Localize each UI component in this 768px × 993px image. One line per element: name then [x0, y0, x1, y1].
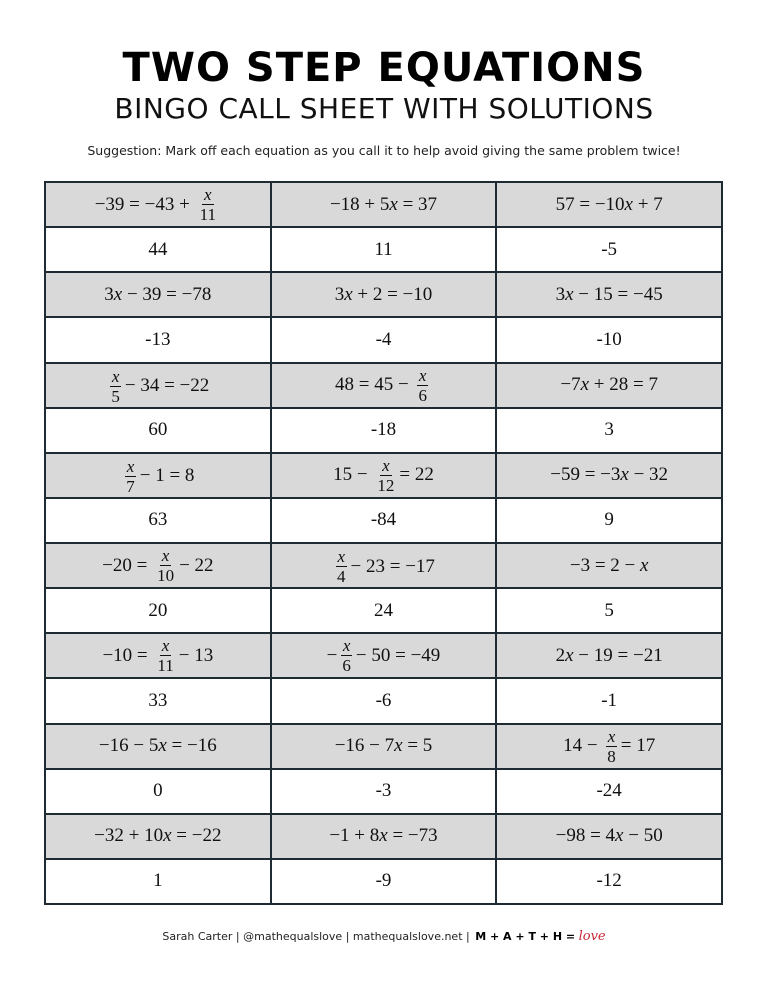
equation-row	[45, 814, 722, 859]
footer-separator: |	[235, 930, 240, 943]
fraction	[416, 367, 429, 404]
solution-cell: 1	[45, 859, 271, 904]
fraction-denominator: 10	[157, 566, 175, 586]
footer-website: mathequalslove.net	[352, 930, 463, 943]
equation-cell	[45, 633, 271, 678]
equation-cell	[45, 724, 271, 769]
equation-variable: x	[113, 283, 123, 305]
fraction-denominator: 7	[126, 476, 135, 496]
equation-suffix: − 13	[178, 644, 214, 666]
fraction	[340, 637, 353, 674]
solution-cell: -4	[271, 317, 497, 362]
fraction	[155, 637, 175, 674]
equation	[106, 368, 209, 405]
equation	[102, 637, 213, 674]
suggestion-text: Suggestion: Mark off each equation as you call it to help avoid giving the same problem twice!	[87, 143, 681, 158]
solution-cell: 33	[45, 678, 271, 723]
solution-row	[45, 498, 722, 543]
equation-cell	[45, 272, 271, 317]
equation-prefix: 3	[555, 283, 566, 305]
solution-cell: 9	[496, 498, 722, 543]
fraction-numerator: x	[111, 366, 120, 386]
equation-cell	[271, 814, 497, 859]
equation-cell	[496, 182, 722, 227]
fraction	[198, 186, 218, 223]
equation-cell	[271, 543, 497, 588]
table-body	[45, 182, 722, 904]
equation-suffix: − 50 = −49	[355, 644, 441, 666]
equation	[560, 374, 658, 396]
equation-prefix: −20 =	[102, 554, 153, 576]
equation	[94, 825, 221, 847]
equation	[95, 186, 221, 223]
equation-cell	[496, 633, 722, 678]
equation-variable: x	[615, 825, 624, 847]
fraction-denominator: 12	[377, 475, 395, 495]
fraction-numerator: x	[161, 546, 170, 566]
solution-row	[45, 317, 722, 362]
equation-prefix: −16 − 7	[334, 735, 395, 757]
equation-prefix: 15 −	[333, 464, 373, 486]
equation-variable: x	[389, 193, 398, 215]
equation-suffix: = −22	[171, 825, 222, 847]
solution-row	[45, 859, 722, 904]
solution-row	[45, 227, 722, 272]
equation-prefix: 48 = 45 −	[335, 374, 414, 396]
footer-author: Sarah Carter	[162, 930, 233, 943]
equation-variable: x	[640, 554, 649, 576]
solution-cell: -84	[271, 498, 497, 543]
equation-cell	[45, 453, 271, 498]
solution-cell: -18	[271, 408, 497, 453]
equation-prefix: −18 + 5	[329, 193, 390, 215]
fraction-numerator: x	[382, 455, 390, 475]
equation-row	[45, 363, 722, 408]
equation-variable: x	[394, 735, 403, 757]
equation-variable: x	[379, 825, 388, 847]
equation-prefix: −	[326, 644, 338, 666]
equation-row	[45, 182, 722, 227]
solution-cell: -5	[496, 227, 722, 272]
equation-variable: x	[580, 374, 590, 396]
equation-suffix: − 34 = −22	[124, 375, 210, 397]
equation-prefix: −10 =	[102, 644, 153, 666]
equation-prefix: −39 = −43 +	[94, 193, 195, 215]
fraction-denominator: 6	[342, 656, 351, 676]
footer	[0, 929, 768, 945]
fraction-denominator: 11	[157, 656, 174, 676]
bingo-call-table	[44, 181, 723, 905]
equation-variable: x	[163, 825, 172, 847]
equation-row	[45, 543, 722, 588]
solution-cell: -12	[496, 859, 722, 904]
footer-brand: M + A + T + H =	[475, 930, 576, 943]
equation-prefix: 3	[334, 283, 345, 305]
equation-cell	[496, 272, 722, 317]
solution-cell: 0	[45, 769, 271, 814]
equation-prefix: −3 = 2 −	[569, 554, 641, 576]
equation-prefix: −16 − 5	[98, 735, 159, 757]
fraction-numerator: x	[126, 456, 135, 476]
equation-prefix: 14 −	[563, 735, 603, 757]
footer-handle: @mathequalslove	[243, 930, 343, 943]
equation-cell	[496, 724, 722, 769]
solution-cell: 24	[271, 588, 497, 633]
solution-cell: 5	[496, 588, 722, 633]
solution-cell: -9	[271, 859, 497, 904]
footer-separator: |	[466, 930, 470, 943]
fraction-denominator: 5	[111, 386, 120, 406]
equation	[121, 458, 194, 495]
equation	[332, 548, 435, 585]
fraction-numerator: x	[342, 636, 351, 656]
equation	[99, 735, 217, 757]
equation-suffix: = 37	[397, 193, 438, 215]
fraction-denominator: 8	[607, 746, 616, 766]
equation-cell	[45, 182, 271, 227]
equation-variable: x	[620, 464, 629, 486]
equation-cell	[271, 724, 497, 769]
solution-cell: 11	[271, 227, 497, 272]
equation-prefix: −7	[560, 374, 581, 396]
equation-variable: x	[344, 283, 353, 305]
equation	[335, 284, 433, 306]
solution-cell: 20	[45, 588, 271, 633]
equation-prefix: −32 + 10	[94, 825, 164, 847]
solution-cell: -6	[271, 678, 497, 723]
fraction-denominator: 11	[199, 205, 216, 225]
equation-row	[45, 724, 722, 769]
equation	[102, 547, 213, 584]
solution-cell: 63	[45, 498, 271, 543]
equation-cell	[271, 453, 497, 498]
equation	[556, 194, 663, 216]
solution-row	[45, 769, 722, 814]
equation-suffix: = 17	[620, 735, 656, 757]
fraction-denominator: 6	[418, 385, 427, 405]
equation-variable: x	[624, 193, 633, 215]
fraction-numerator: x	[418, 365, 427, 385]
equation-cell	[496, 543, 722, 588]
equation-suffix: = −73	[387, 825, 438, 847]
equation-cell	[271, 182, 497, 227]
equation-prefix: −59 = −3	[550, 464, 621, 486]
equation-suffix: = 22	[399, 464, 434, 486]
equation-cell	[496, 453, 722, 498]
solution-cell: -13	[45, 317, 271, 362]
equation	[104, 284, 211, 306]
solution-cell: 3	[496, 408, 722, 453]
equation	[570, 555, 649, 577]
solution-row	[45, 408, 722, 453]
equation-cell	[271, 272, 497, 317]
footer-separator: |	[345, 930, 350, 943]
solution-row	[45, 588, 722, 633]
solution-cell: 60	[45, 408, 271, 453]
equation-prefix: −1 + 8	[329, 825, 380, 847]
equation-row	[45, 633, 722, 678]
equation-prefix: 2	[555, 644, 566, 666]
equation-cell	[271, 633, 497, 678]
equation-suffix: − 1 = 8	[139, 465, 195, 487]
solution-cell: -3	[271, 769, 497, 814]
fraction-numerator: x	[607, 726, 616, 746]
equation	[335, 367, 432, 404]
solution-row	[45, 678, 722, 723]
equation	[333, 457, 434, 494]
equation-suffix: + 7	[632, 193, 663, 215]
fraction	[155, 547, 176, 584]
fraction-numerator: x	[337, 547, 346, 567]
equation-prefix: 57 = −10	[555, 193, 625, 215]
equation-cell	[496, 363, 722, 408]
equation-variable: x	[158, 735, 167, 757]
fraction-numerator: x	[203, 185, 212, 205]
fraction	[124, 458, 137, 495]
equation-prefix: 3	[104, 283, 114, 305]
equation	[327, 637, 441, 674]
equation-cell	[45, 814, 271, 859]
equation-suffix: + 28 = 7	[589, 374, 658, 396]
solution-cell: -10	[496, 317, 722, 362]
equation-variable: x	[565, 283, 574, 305]
solution-cell: 44	[45, 227, 271, 272]
fraction-denominator: 4	[337, 567, 346, 587]
equation-prefix: −98 = 4	[555, 825, 616, 847]
equation-suffix: − 23 = −17	[350, 555, 435, 577]
fraction	[109, 368, 122, 405]
equation-suffix: − 39 = −78	[122, 283, 212, 305]
equation	[563, 728, 655, 765]
fraction	[375, 457, 396, 494]
equation	[556, 825, 663, 847]
equation-suffix: + 2 = −10	[352, 283, 433, 305]
solution-cell: -1	[496, 678, 722, 723]
equation-cell	[271, 363, 497, 408]
equation-row	[45, 453, 722, 498]
equation-suffix: = 5	[402, 735, 433, 757]
equation	[556, 284, 663, 306]
equation	[335, 735, 433, 757]
footer-brand-love-logo: love	[578, 929, 606, 944]
equation	[329, 825, 437, 847]
page-subtitle: BINGO CALL SHEET WITH SOLUTIONS	[114, 92, 654, 125]
equation-cell	[45, 363, 271, 408]
fraction-numerator: x	[161, 636, 170, 656]
fraction	[335, 548, 348, 585]
equation	[550, 464, 668, 486]
equation-suffix: = −16	[166, 735, 217, 757]
equation-suffix: − 19 = −21	[573, 644, 663, 666]
solution-cell: -24	[496, 769, 722, 814]
equation-suffix: − 15 = −45	[573, 283, 663, 305]
equation-suffix: − 50	[623, 825, 663, 847]
equation-suffix: − 32	[628, 464, 669, 486]
equation-cell	[45, 543, 271, 588]
page-title: TWO STEP EQUATIONS	[122, 45, 646, 91]
equation-row	[45, 272, 722, 317]
equation-suffix: − 22	[179, 554, 214, 576]
equation-variable: x	[565, 644, 574, 666]
fraction	[605, 728, 618, 765]
equation	[330, 194, 437, 216]
equation-cell	[496, 814, 722, 859]
equation	[556, 645, 663, 667]
